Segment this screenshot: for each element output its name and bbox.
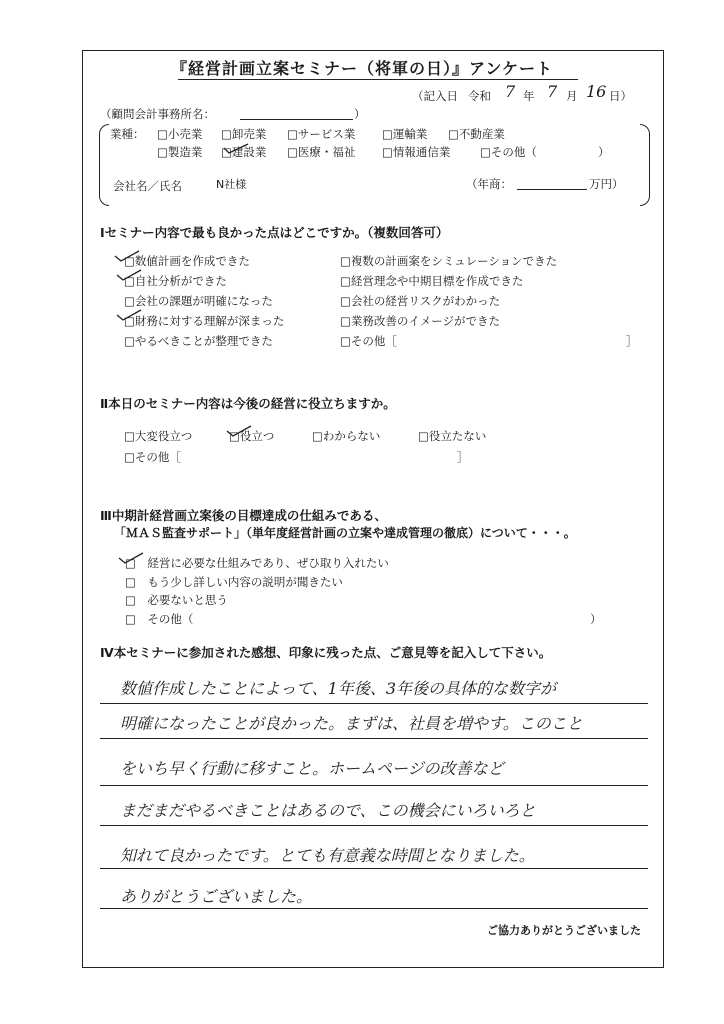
q3-option[interactable]: □ もう少し詳しい内容の説明が聞きたい	[125, 575, 343, 589]
comment-line-text: 知れて良かったです。とても有意義な時間となりました。	[120, 846, 535, 865]
check-mark-icon	[118, 552, 144, 564]
q2-option[interactable]: □大変役立つ	[124, 429, 193, 443]
q1-option-checked[interactable]: □財務に対する理解が深まった	[124, 314, 285, 328]
date-era: 令和	[468, 89, 491, 103]
comment-line-text: をいち早く行動に移すこと。ホームページの改善など	[120, 759, 504, 778]
q1-other-close: ］	[626, 334, 638, 348]
comment-rule	[100, 785, 648, 786]
date-day-unit: 日）	[609, 89, 632, 103]
q4-heading: Ⅳ本セミナーに参加された感想、印象に残った点、ご意見等を記入して下さい。	[100, 645, 552, 660]
industry-option[interactable]: □小売業	[157, 127, 203, 141]
date-year-value[interactable]: 7	[505, 82, 516, 101]
q2-option[interactable]: □役立たない	[418, 429, 487, 443]
check-mark-icon	[223, 143, 249, 155]
sales-label: （年商：	[466, 177, 512, 191]
date-month-value[interactable]: 7	[547, 82, 558, 101]
industry-label: 業種：	[110, 127, 145, 141]
q1-option[interactable]: □複数の計画案をシミュレーションできた	[340, 254, 558, 268]
comment-rule	[100, 703, 648, 704]
industry-option[interactable]: □製造業	[157, 145, 203, 159]
q1-heading: Ⅰセミナー内容で最も良かった点はどこですか。（複数回答可）	[100, 225, 449, 240]
q1-option[interactable]: □経営理念や中期目標を作成できた	[340, 274, 524, 288]
industry-option[interactable]: □サービス業	[287, 127, 356, 141]
comment-rule	[100, 825, 648, 826]
advisor-close: ）	[354, 107, 366, 121]
check-mark-icon	[114, 250, 140, 262]
industry-option[interactable]: □不動産業	[448, 127, 505, 141]
q3-option-checked[interactable]: □ 経営に必要な仕組みであり、ぜひ取り入れたい	[125, 556, 389, 570]
comment-line-text: 明確になったことが良かった。まずは、社員を増やす。このこと	[120, 714, 583, 733]
check-mark-icon	[116, 309, 142, 321]
comment-rule	[100, 908, 648, 909]
industry-option[interactable]: □情報通信業	[382, 145, 451, 159]
info-bracket-left	[99, 124, 109, 206]
check-mark-icon	[116, 269, 142, 281]
q3-heading-line1: Ⅲ中期計経営画立案後の目標達成の仕組みである、	[100, 508, 387, 523]
q2-option-other[interactable]: □その他［	[124, 450, 181, 464]
check-mark-icon	[226, 425, 252, 437]
comment-rule	[100, 738, 648, 739]
q2-other-close: ］	[457, 450, 469, 464]
industry-option[interactable]: □医療・福祉	[287, 145, 356, 159]
q2-heading: Ⅱ本日のセミナー内容は今後の経営に役立ちますか。	[100, 396, 396, 411]
q3-heading-line2: 「ＭＡＳ監査サポート」（単年度経営計画の立案や達成管理の徹底）について・・・。	[114, 526, 576, 540]
comment-line-text: 数値作成したことによって、1年後、3年後の具体的な数字が	[120, 679, 557, 698]
company-label: 会社名／氏名	[113, 179, 182, 193]
date-open: （記入日	[412, 89, 458, 103]
q2-option-checked[interactable]: □役立つ	[229, 429, 275, 443]
q1-option[interactable]: □業務改善のイメージができた	[340, 314, 501, 328]
date-year-unit: 年	[523, 89, 535, 103]
q1-option-other[interactable]: □その他［	[340, 334, 397, 348]
date-month-unit: 月	[566, 89, 578, 103]
industry-option-checked[interactable]: □建設業	[221, 145, 267, 159]
industry-other-close: ）	[598, 145, 610, 159]
q3-option[interactable]: □ 必要ないと思う	[125, 593, 228, 607]
q3-option-other[interactable]: □ その他（	[125, 612, 194, 626]
industry-option[interactable]: □運輸業	[382, 127, 428, 141]
q3-other-close: ）	[590, 612, 602, 626]
q2-option[interactable]: □わからない	[312, 429, 381, 443]
industry-option-other[interactable]: □その他（	[480, 145, 537, 159]
advisor-field-line[interactable]	[240, 119, 353, 120]
q1-option-checked[interactable]: □数値計画を作成できた	[124, 254, 250, 268]
comment-line-text: まだまだやるべきことはあるので、この機会にいろいろと	[120, 801, 536, 820]
q1-option-checked[interactable]: □自社分析ができた	[124, 274, 227, 288]
advisor-label: （顧問会計事務所名：	[100, 107, 215, 121]
info-bracket-right	[640, 124, 650, 206]
company-value[interactable]: N社様	[216, 178, 247, 191]
comment-rule	[100, 868, 648, 869]
industry-option[interactable]: □卸売業	[221, 127, 267, 141]
date-day-value[interactable]: 16	[586, 82, 607, 101]
q1-option[interactable]: □会社の課題が明確になった	[124, 294, 273, 308]
q1-option[interactable]: □会社の経営リスクがわかった	[340, 294, 501, 308]
thank-you-note: ご協力ありがとうございました	[487, 924, 641, 937]
sales-unit: 万円）	[589, 177, 624, 191]
comment-line-text: ありがとうございました。	[120, 887, 313, 906]
q1-option[interactable]: □やるべきことが整理できた	[124, 334, 273, 348]
title-underline	[178, 79, 578, 80]
page-title: 『経営計画立案セミナー（将軍の日）』アンケート	[170, 59, 554, 78]
sales-field-line[interactable]	[517, 189, 587, 190]
